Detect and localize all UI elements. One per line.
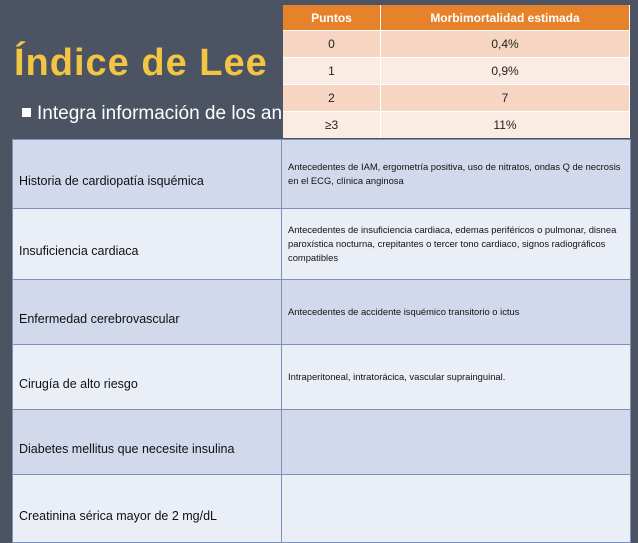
score-header-morbimortalidad: Morbimortalidad estimada bbox=[381, 5, 630, 31]
criterion-cell: Creatinina sérica mayor de 2 mg/dL bbox=[13, 475, 282, 543]
score-points-cell: 2 bbox=[283, 85, 381, 112]
slide-title: Índice de Lee bbox=[14, 42, 268, 84]
score-rate-cell: 0,9% bbox=[381, 58, 630, 85]
score-table-row bbox=[283, 112, 630, 139]
criterion-cell: Historia de cardiopatía isquémica bbox=[13, 140, 282, 209]
criteria-row bbox=[13, 209, 631, 280]
description-cell: Intraperitoneal, intratorácica, vascular suprainguinal. bbox=[282, 345, 631, 410]
score-points-cell: ≥3 bbox=[283, 112, 381, 139]
criteria-row bbox=[13, 140, 631, 209]
bullet-point bbox=[22, 103, 282, 125]
criteria-row bbox=[13, 280, 631, 345]
description-cell: Antecedentes de IAM, ergometría positiva, uso de nitratos, ondas Q de necrosis en el ECG, clínica anginosa bbox=[282, 140, 631, 209]
score-points-cell: 0 bbox=[283, 31, 381, 58]
bullet-text: Integra información de los an bbox=[37, 103, 283, 124]
score-rate-cell: 11% bbox=[381, 112, 630, 139]
criteria-row bbox=[13, 345, 631, 410]
square-bullet-icon bbox=[22, 108, 31, 117]
criterion-cell: Cirugía de alto riesgo bbox=[13, 345, 282, 410]
score-points-cell: 1 bbox=[283, 58, 381, 85]
score-table-header-row bbox=[283, 5, 630, 31]
score-table-row bbox=[283, 58, 630, 85]
score-rate-cell: 0,4% bbox=[381, 31, 630, 58]
criterion-cell: Diabetes mellitus que necesite insulina bbox=[13, 410, 282, 475]
description-cell: Antecedentes de insuficiencia cardiaca, edemas periféricos o pulmonar, disnea paroxística nocturna, crepitantes o tercer tono cardiaco, signos radiográficos compatibles bbox=[282, 209, 631, 280]
score-table-row bbox=[283, 31, 630, 58]
description-cell bbox=[282, 410, 631, 475]
criterion-cell: Insuficiencia cardiaca bbox=[13, 209, 282, 280]
criteria-row bbox=[13, 410, 631, 475]
score-rate-cell: 7 bbox=[381, 85, 630, 112]
score-table bbox=[283, 5, 630, 138]
score-header-puntos: Puntos bbox=[283, 5, 381, 31]
criteria-row bbox=[13, 475, 631, 543]
description-cell bbox=[282, 475, 631, 543]
description-cell: Antecedentes de accidente isquémico transitorio o ictus bbox=[282, 280, 631, 345]
criterion-cell: Enfermedad cerebrovascular bbox=[13, 280, 282, 345]
criteria-table bbox=[12, 139, 631, 543]
score-table-row bbox=[283, 85, 630, 112]
